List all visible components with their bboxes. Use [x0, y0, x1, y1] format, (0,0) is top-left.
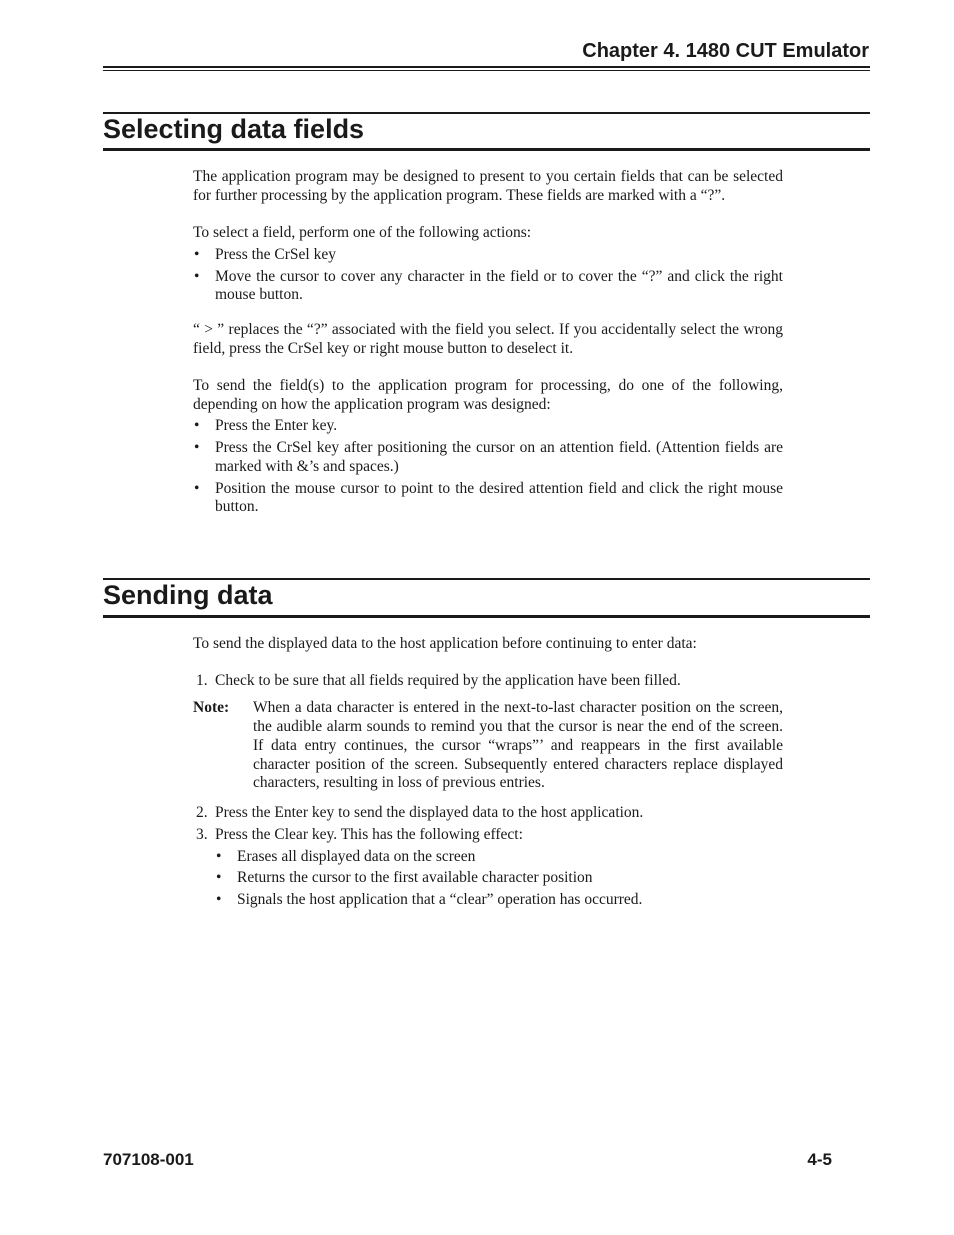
bullet-icon: •	[216, 891, 222, 909]
footer-doc-number: 707108-001	[103, 1150, 194, 1169]
clear-effects-list	[215, 848, 783, 910]
section-rule-bottom	[103, 615, 870, 618]
section-body-selecting	[193, 168, 783, 520]
bullet-icon: •	[216, 869, 222, 887]
bullet-icon: •	[194, 267, 200, 285]
step-item: 1. Check to be sure that all fields required by the application have been filled.	[196, 671, 681, 689]
section-body-sending	[193, 635, 783, 913]
footer-page-number: 4-5	[807, 1150, 832, 1169]
note-block	[193, 699, 783, 793]
section-rule-bottom	[103, 148, 870, 151]
list-item: • Press the CrSel key after positioning the cursor on an attention field. (Attention fields are marked with &’s and spaces.)	[194, 439, 783, 475]
list-item: • Press the CrSel key	[194, 245, 336, 263]
replace-paragraph: “ > ” replaces the “?” associated with the field you select. If you accidentally select the wrong field, press the CrSel key or right mouse button to deselect it.	[193, 320, 783, 357]
chapter-title: Chapter 4. 1480 CUT Emulator	[582, 40, 869, 62]
bullet-icon: •	[194, 245, 200, 263]
note-text: When a data character is entered in the next-to-last character position on the screen, the audible alarm sounds to remind you that the cursor is near the end of the screen. If data entry continues, the cursor “wraps”’ and reappears in the first available character position of the screen. Subsequently entered characters replace displayed characters, resulting in loss of previous entries.	[253, 699, 783, 792]
intro-paragraph: The application program may be designed to present to you certain fields that can be selected for further processing by the application program. These fields are marked with a “?”.	[193, 168, 783, 204]
sending-steps-list	[193, 672, 783, 691]
section-title-sending-data: Sending data	[103, 580, 273, 610]
header-rule-bottom	[103, 70, 870, 71]
bullet-icon: •	[216, 847, 222, 865]
step-item: 3. Press the Clear key. This has the following effect: • Erases all displayed data on the screen • Returns the cursor to the first available character position • Signals the host application that a “clear” operation has occurred.	[193, 826, 783, 910]
send-lead-paragraph: To send the field(s) to the application program for processing, do one of the following, depending on how the application program was designed:	[193, 376, 783, 413]
sending-intro-paragraph: To send the displayed data to the host application before continuing to enter data:	[193, 635, 697, 652]
sending-steps-list-continued	[193, 804, 783, 910]
list-item: • Position the mouse cursor to point to the desired attention field and click the right mouse button.	[194, 479, 783, 516]
list-item: • Erases all displayed data on the screen	[216, 847, 476, 865]
list-item: • Press the Enter key.	[194, 417, 338, 435]
select-actions-list	[193, 246, 783, 305]
step-item: 2. Press the Enter key to send the displayed data to the host application.	[196, 803, 644, 821]
list-item: • Move the cursor to cover any character in the field or to cover the “?” and click the right mouse button.	[194, 267, 783, 304]
send-options-list	[193, 417, 783, 517]
bullet-icon: •	[194, 417, 200, 435]
list-item: • Signals the host application that a “clear” operation has occurred.	[216, 891, 643, 909]
note-label: Note:	[193, 699, 230, 717]
bullet-icon: •	[194, 439, 200, 457]
select-lead-paragraph: To select a field, perform one of the following actions:	[193, 223, 532, 241]
section-title-selecting-data-fields: Selecting data fields	[103, 114, 365, 144]
list-item: • Returns the cursor to the first available character position	[216, 869, 593, 887]
header-rule-top	[103, 66, 870, 68]
bullet-icon: •	[194, 479, 200, 497]
